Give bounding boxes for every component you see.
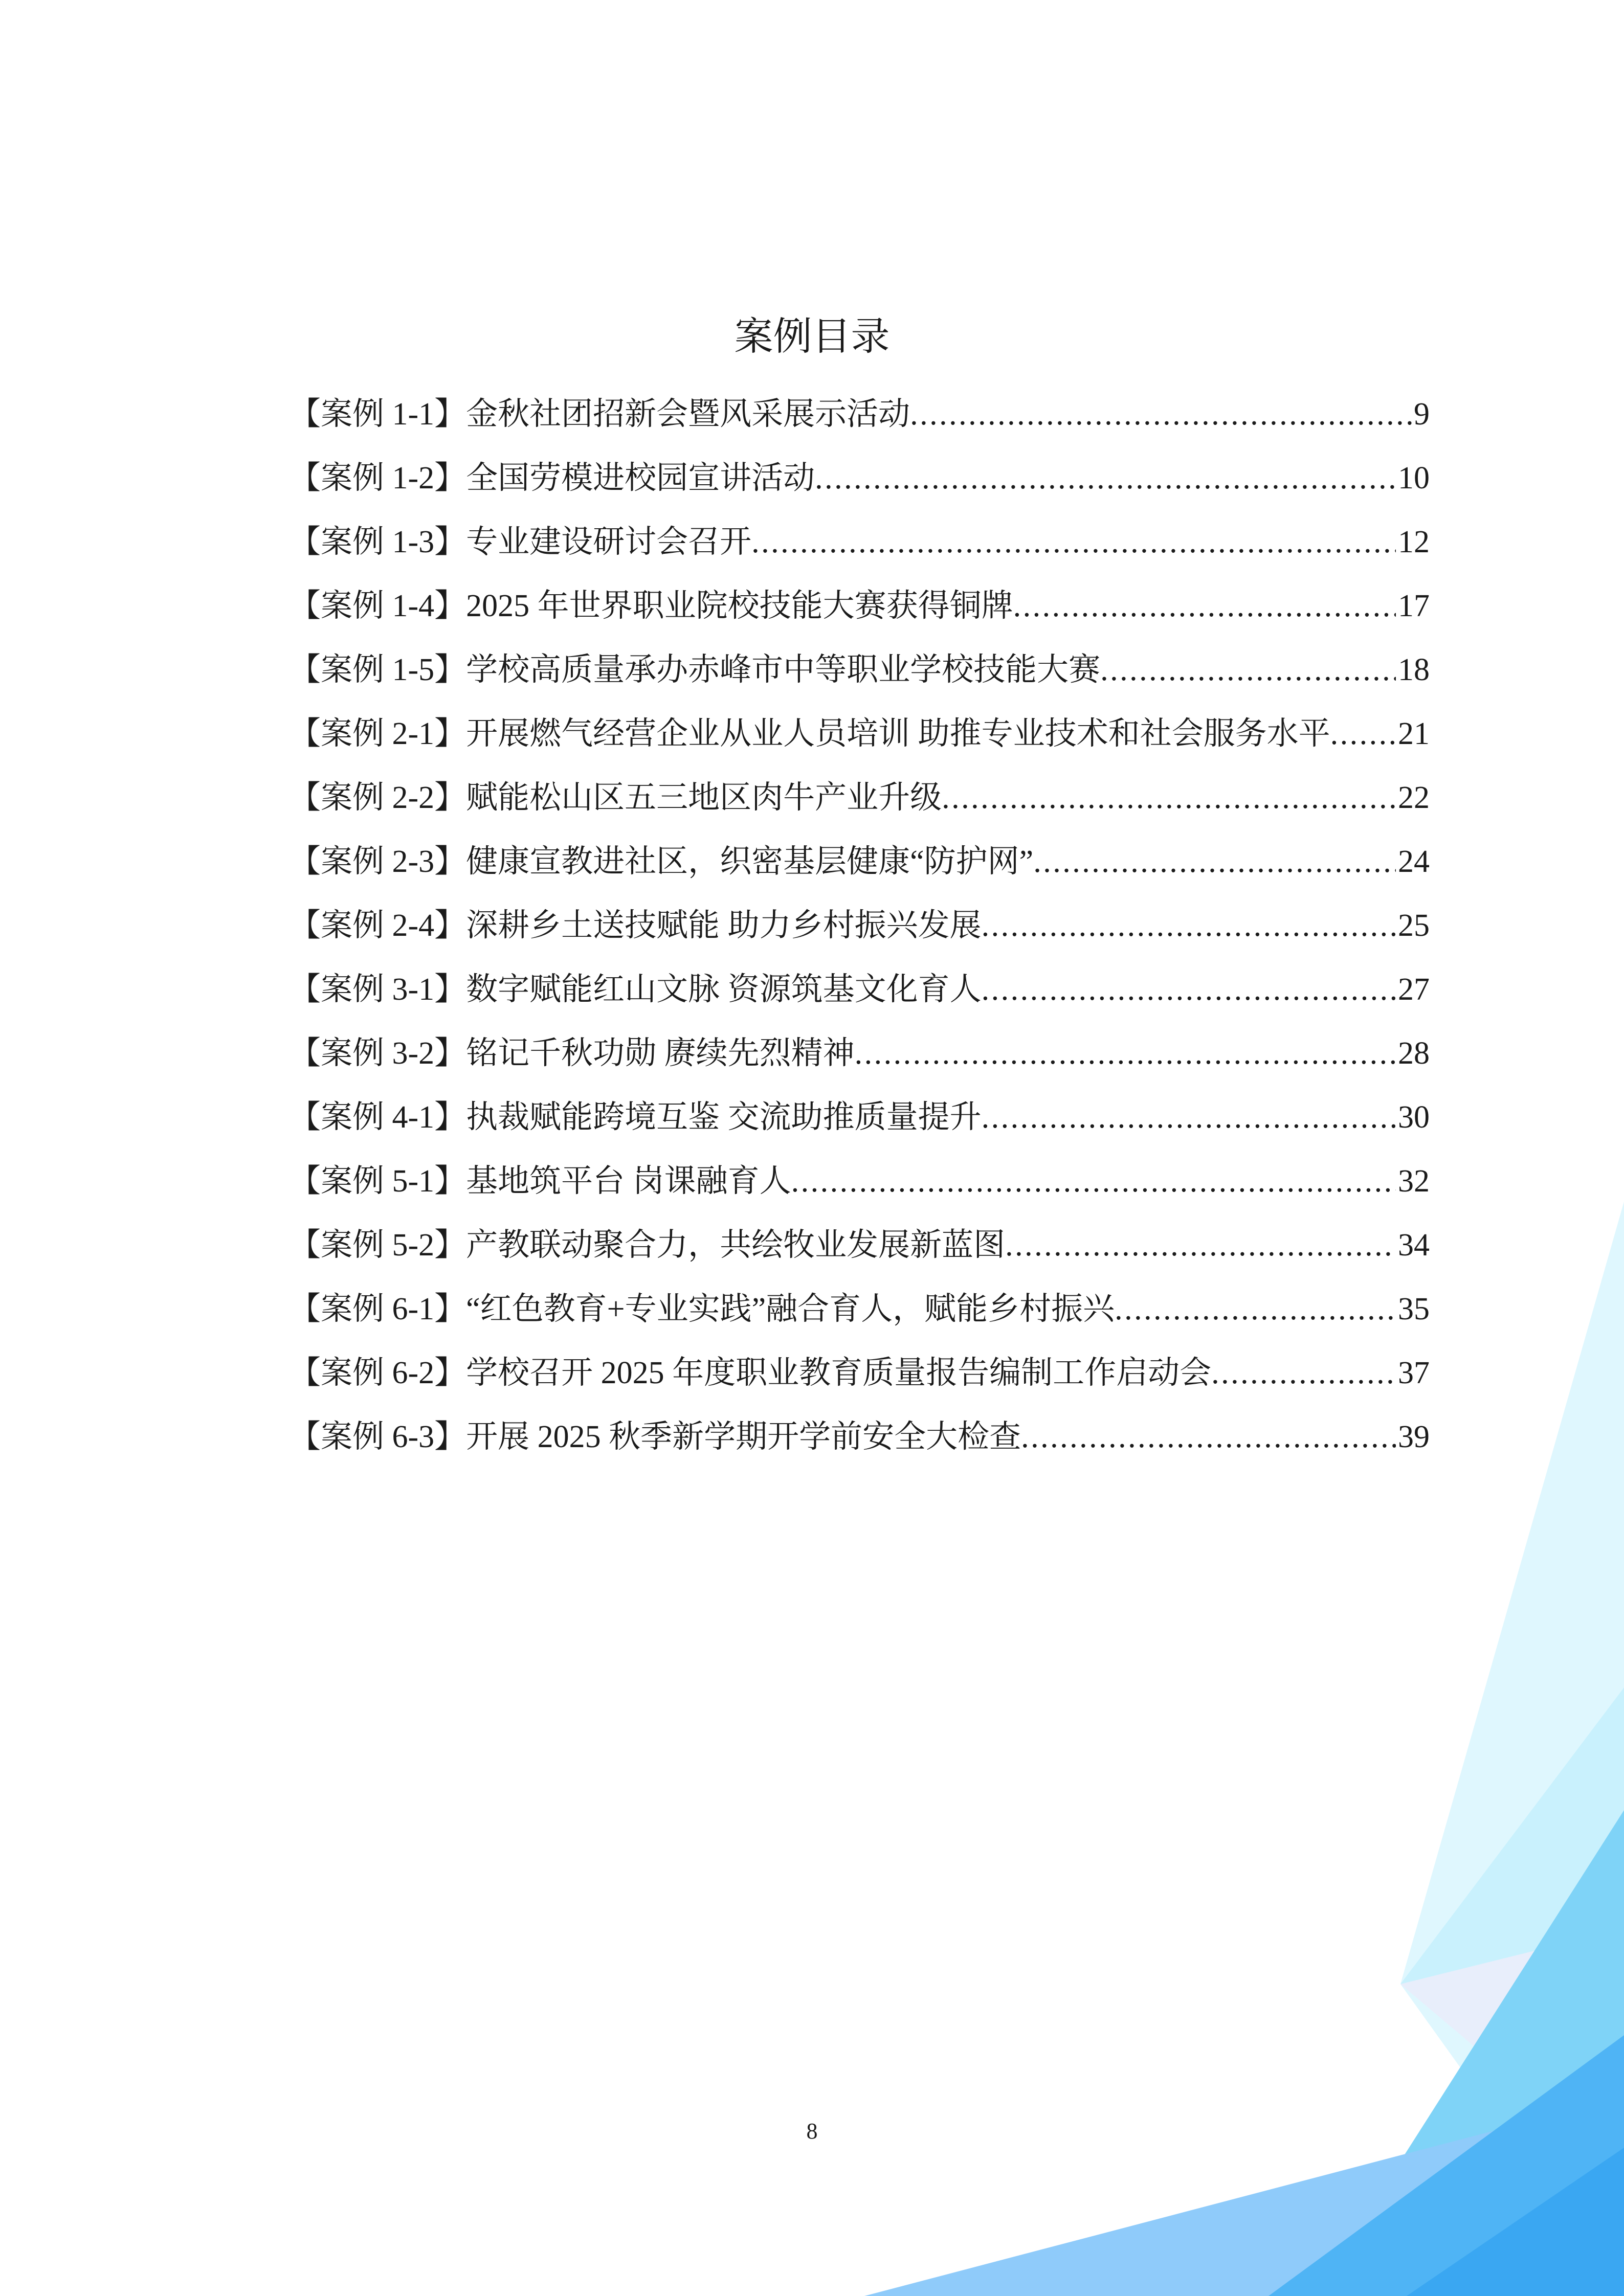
toc-entry[interactable] bbox=[289, 510, 1430, 574]
toc-entry-page: 18 bbox=[1398, 652, 1430, 687]
toc-leader-dots bbox=[751, 510, 1396, 574]
toc-leader-dots bbox=[1005, 1213, 1396, 1277]
toc-entry-page: 9 bbox=[1414, 397, 1430, 432]
toc-entry[interactable] bbox=[289, 1341, 1430, 1405]
toc-leader-dots bbox=[982, 894, 1396, 958]
toc-entry-page: 25 bbox=[1398, 908, 1430, 943]
toc-entry[interactable] bbox=[289, 1405, 1430, 1469]
toc-entry-page: 28 bbox=[1398, 1036, 1430, 1071]
toc-entry-page: 22 bbox=[1398, 780, 1430, 815]
toc-title: 案例目录 bbox=[734, 313, 890, 359]
toc-entry-label: 【案例 1-1】金秋社团招新会暨风采展示活动 bbox=[289, 397, 910, 432]
toc-entry[interactable] bbox=[289, 958, 1430, 1022]
toc-entry-page: 12 bbox=[1398, 525, 1430, 559]
toc-entry-label: 【案例 4-1】执裁赋能跨境互鉴 交流助推质量提升 bbox=[289, 1100, 982, 1135]
toc-entry-page: 34 bbox=[1398, 1228, 1430, 1263]
toc-leader-dots bbox=[1211, 1341, 1396, 1405]
toc-leader-dots bbox=[910, 382, 1412, 446]
toc-leader-dots bbox=[1100, 638, 1396, 702]
toc-entry-label: 【案例 6-2】学校召开 2025 年度职业教育质量报告编制工作启动会 bbox=[289, 1356, 1212, 1390]
toc-entry-label: 【案例 6-1】“红色教育+专业实践”融合育人，赋能乡村振兴 bbox=[289, 1292, 1115, 1326]
toc-entry[interactable] bbox=[289, 1150, 1430, 1213]
toc-entry-page: 37 bbox=[1398, 1356, 1430, 1390]
toc-entry[interactable] bbox=[289, 1277, 1430, 1341]
toc-entry-page: 24 bbox=[1398, 844, 1430, 879]
toc-leader-dots bbox=[791, 1150, 1396, 1213]
toc-entry-page: 10 bbox=[1398, 461, 1430, 496]
toc-entry-label: 【案例 1-3】专业建设研讨会召开 bbox=[289, 525, 752, 559]
toc-entry-label: 【案例 6-3】开展 2025 秋季新学期开学前安全大检查 bbox=[289, 1420, 1021, 1454]
toc-entry[interactable] bbox=[289, 702, 1430, 766]
toc-entry-label: 【案例 2-3】健康宣教进社区，织密基层健康“防护网” bbox=[289, 844, 1034, 879]
toc-entry-page: 35 bbox=[1398, 1292, 1430, 1326]
toc-entry[interactable] bbox=[289, 1086, 1430, 1150]
page-number: 8 bbox=[806, 2119, 818, 2144]
toc-leader-dots bbox=[1033, 830, 1396, 894]
toc-entry-label: 【案例 1-4】2025 年世界职业院校技能大赛获得铜牌 bbox=[289, 589, 1013, 623]
toc-entry[interactable] bbox=[289, 638, 1430, 702]
toc-entry-page: 17 bbox=[1398, 589, 1430, 623]
toc-entry[interactable] bbox=[289, 894, 1430, 958]
toc-entry-page: 32 bbox=[1398, 1164, 1430, 1199]
toc-entry[interactable] bbox=[289, 830, 1430, 894]
toc-leader-dots bbox=[1115, 1277, 1396, 1341]
toc-entry[interactable] bbox=[289, 446, 1430, 510]
toc-entry[interactable] bbox=[289, 1213, 1430, 1277]
toc-entry-label: 【案例 3-1】数字赋能红山文脉 资源筑基文化育人 bbox=[289, 972, 982, 1007]
toc-list bbox=[289, 382, 1430, 1469]
toc-entry-label: 【案例 2-1】开展燃气经营企业从业人员培训 助推专业技术和社会服务水平 bbox=[289, 716, 1330, 751]
toc-entry-page: 30 bbox=[1398, 1100, 1430, 1135]
toc-entry-page: 39 bbox=[1398, 1420, 1430, 1454]
toc-entry-label: 【案例 1-5】学校高质量承办赤峰市中等职业学校技能大赛 bbox=[289, 652, 1101, 687]
toc-leader-dots bbox=[1021, 1405, 1396, 1469]
toc-leader-dots bbox=[1330, 702, 1396, 766]
toc-entry-label: 【案例 1-2】全国劳模进校园宣讲活动 bbox=[289, 461, 815, 496]
toc-leader-dots bbox=[1013, 574, 1396, 638]
toc-entry[interactable] bbox=[289, 574, 1430, 638]
toc-entry[interactable] bbox=[289, 382, 1430, 446]
toc-entry-label: 【案例 2-4】深耕乡土送技赋能 助力乡村振兴发展 bbox=[289, 908, 982, 943]
toc-entry-page: 27 bbox=[1398, 972, 1430, 1007]
toc-leader-dots bbox=[982, 958, 1396, 1022]
toc-entry[interactable] bbox=[289, 1022, 1430, 1086]
toc-entry-label: 【案例 5-1】基地筑平台 岗课融育人 bbox=[289, 1164, 791, 1199]
toc-entry-label: 【案例 3-2】铭记千秋功勋 赓续先烈精神 bbox=[289, 1036, 855, 1071]
toc-leader-dots bbox=[815, 446, 1396, 510]
toc-entry-page: 21 bbox=[1398, 716, 1430, 751]
toc-leader-dots bbox=[982, 1086, 1396, 1150]
toc-entry-label: 【案例 5-2】产教联动聚合力，共绘牧业发展新蓝图 bbox=[289, 1228, 1006, 1263]
toc-entry-label: 【案例 2-2】赋能松山区五三地区肉牛产业升级 bbox=[289, 780, 942, 815]
toc-leader-dots bbox=[855, 1022, 1396, 1086]
toc-leader-dots bbox=[942, 766, 1396, 830]
toc-entry[interactable] bbox=[289, 766, 1430, 830]
